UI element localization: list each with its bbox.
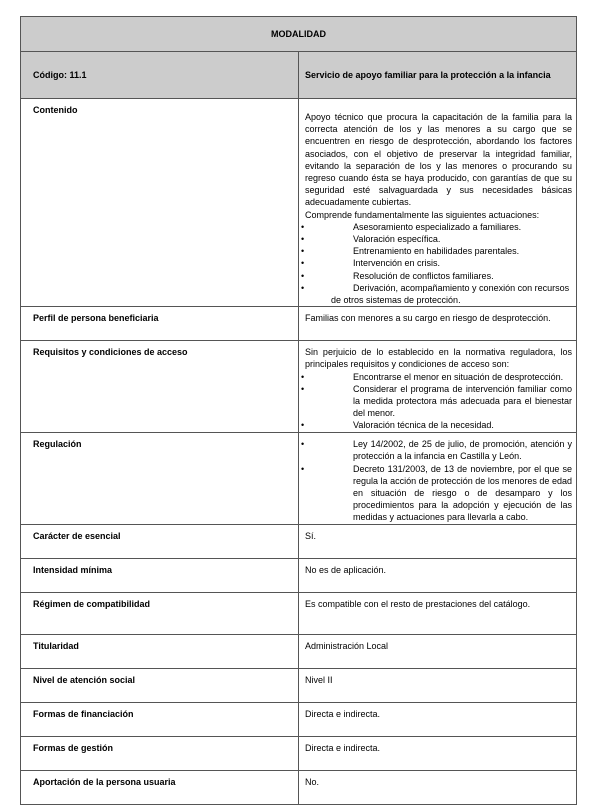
row-contenido xyxy=(21,99,577,307)
caracter-value: Sí. xyxy=(299,524,577,558)
bullet-icon: • xyxy=(301,282,305,293)
list-item: • Encontrarse el menor en situación de desprotección. xyxy=(305,371,572,383)
intensidad-value: No es de aplicación. xyxy=(299,558,577,592)
row-gestion xyxy=(21,736,577,770)
bullet-icon: • xyxy=(301,371,305,382)
financiacion-label: Formas de financiación xyxy=(21,702,299,736)
row-titularidad xyxy=(21,634,577,668)
regimen-value: Es compatible con el resto de prestaciones del catálogo. xyxy=(299,592,577,634)
row-intensidad xyxy=(21,558,577,592)
requisitos-label: Requisitos y condiciones de acceso xyxy=(21,341,299,433)
titularidad-label: Titularidad xyxy=(21,634,299,668)
gestion-value: Directa e indirecta. xyxy=(299,736,577,770)
bullet-icon: • xyxy=(301,383,305,394)
list-item: • Derivación, acompañamiento y conexión con recursos de otros sistemas de protección. xyxy=(305,282,572,306)
list-item: • Decreto 131/2003, de 13 de noviembre, por el que se regula la acción de protección de los menores de edad en situación de riesgo o de desamparo y los procedimientos para la adopción y ejecución de las medidas y actuaciones para llevarla a cabo. xyxy=(305,463,572,524)
row-financiacion xyxy=(21,702,577,736)
intensidad-label: Intensidad mínima xyxy=(21,558,299,592)
code-row xyxy=(21,52,577,99)
row-regimen xyxy=(21,592,577,634)
nivel-value: Nivel II xyxy=(299,668,577,702)
row-perfil xyxy=(21,307,577,341)
row-aportacion xyxy=(21,770,577,804)
list-item: • Ley 14/2002, de 25 de julio, de promoción, atención y protección a la infancia en Castilla y León. xyxy=(305,438,572,462)
title-row xyxy=(21,17,577,52)
regulacion-label: Regulación xyxy=(21,433,299,524)
code-label: Código: 11.1 xyxy=(21,52,299,99)
contenido-label: Contenido xyxy=(21,99,299,307)
bullet-icon: • xyxy=(301,439,305,450)
modality-table xyxy=(20,16,577,805)
list-item: • Intervención en crisis. xyxy=(305,257,572,269)
list-item: • Considerar el programa de intervención familiar como la medida protectora más adecuada para el bienestar del menor. xyxy=(305,383,572,420)
row-caracter xyxy=(21,524,577,558)
bullet-icon: • xyxy=(301,463,305,474)
titularidad-value: Administración Local xyxy=(299,634,577,668)
contenido-intro: Comprende fundamentalmente las siguientes actuaciones: xyxy=(305,209,540,220)
list-item: • Entrenamiento en habilidades parentales. xyxy=(305,245,572,257)
aportacion-value: No. xyxy=(299,770,577,804)
regulacion-list xyxy=(301,438,572,523)
table-title: MODALIDAD xyxy=(21,17,577,52)
list-item: • Valoración específica. xyxy=(305,233,572,245)
contenido-value xyxy=(299,99,577,307)
bullet-icon: • xyxy=(301,258,305,269)
perfil-value: Familias con menores a su cargo en riesgo de desprotección. xyxy=(299,307,577,341)
perfil-label: Perfil de persona beneficiaria xyxy=(21,307,299,341)
financiacion-value: Directa e indirecta. xyxy=(299,702,577,736)
gestion-label: Formas de gestión xyxy=(21,736,299,770)
caracter-label: Carácter de esencial xyxy=(21,524,299,558)
list-item: • Asesoramiento especializado a familiares. xyxy=(305,221,572,233)
bullet-icon: • xyxy=(301,246,305,257)
bullet-icon: • xyxy=(301,420,305,431)
bullet-icon: • xyxy=(301,270,305,281)
requisitos-intro: Sin perjuicio de lo establecido en la normativa reguladora, los principales requisitos y condiciones de acceso son: xyxy=(305,347,572,370)
list-item: • Resolución de conflictos familiares. xyxy=(305,270,572,282)
nivel-label: Nivel de atención social xyxy=(21,668,299,702)
contenido-list xyxy=(301,221,572,306)
list-item: • Valoración técnica de la necesidad. xyxy=(305,419,572,431)
bullet-icon: • xyxy=(301,234,305,245)
requisitos-list xyxy=(301,371,572,432)
aportacion-label: Aportación de la persona usuaria xyxy=(21,770,299,804)
regulacion-value xyxy=(299,433,577,524)
requisitos-value xyxy=(299,341,577,433)
row-regulacion xyxy=(21,433,577,524)
row-requisitos xyxy=(21,341,577,433)
contenido-paragraph: Apoyo técnico que procura la capacitación de la familia para la correcta atención de los y las menores a su cargo que se encuentren en riesgo de desprotección, abordando los factores asociados, con el objetivo de preservar la integridad familiar, evitando la separación de los y las menores o procurando su regreso cuando ésta se haya producido, con garantías de que su seguridad esté salvaguardada y sus necesidades básicas adecuadamente cubiertas. xyxy=(305,112,572,208)
regimen-label: Régimen de compatibilidad xyxy=(21,592,299,634)
bullet-icon: • xyxy=(301,221,305,232)
row-nivel xyxy=(21,668,577,702)
service-name: Servicio de apoyo familiar para la protección a la infancia xyxy=(299,52,577,99)
